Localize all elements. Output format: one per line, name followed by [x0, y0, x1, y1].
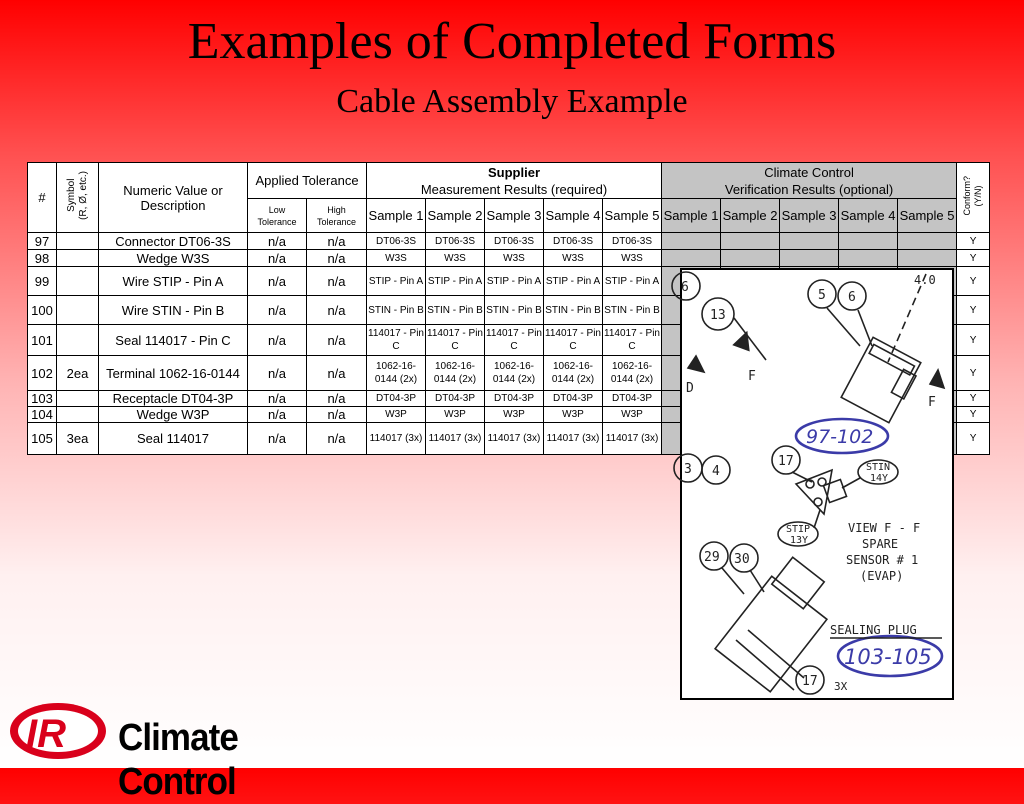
- row-high-tolerance-cell: n/a: [307, 391, 367, 407]
- row-conform-cell: Y: [957, 296, 990, 325]
- row-symbol-cell: 3ea: [57, 423, 99, 455]
- row-description-cell: Wire STIN - Pin B: [99, 296, 248, 325]
- row-supplier-sample-5-cell: W3S: [603, 250, 662, 267]
- row-supplier-sample-4-cell: W3S: [544, 250, 603, 267]
- row-description-cell: Receptacle DT04-3P: [99, 391, 248, 407]
- label-4-0: 4.0: [914, 273, 936, 287]
- row-supplier-sample-3-cell: 114017 (3x): [485, 423, 544, 455]
- label-balloon-29: 29: [704, 550, 720, 565]
- row-number-cell: 103: [28, 391, 57, 407]
- header-supplier: [367, 163, 662, 199]
- row-number-cell: 101: [28, 325, 57, 356]
- row-low-tolerance-cell: n/a: [248, 407, 307, 423]
- row-supplier-sample-4-cell: 114017 - Pin C: [544, 325, 603, 356]
- header-climate-sample-1: Sample 1: [662, 199, 721, 233]
- table-row: [28, 233, 990, 250]
- row-low-tolerance-cell: n/a: [248, 423, 307, 455]
- row-low-tolerance-cell: n/a: [248, 233, 307, 250]
- label-view: VIEW F - F: [848, 521, 921, 535]
- row-supplier-sample-1-cell: 114017 - Pin C: [367, 325, 426, 356]
- supplier-title: Supplier: [488, 164, 541, 180]
- row-description-cell: Terminal 1062-16-0144: [99, 356, 248, 391]
- row-description-cell: Wedge W3P: [99, 407, 248, 423]
- row-supplier-sample-4-cell: 1062-16-0144 (2x): [544, 356, 603, 391]
- label-balloon-4: 4: [712, 464, 720, 479]
- row-symbol-cell: [57, 296, 99, 325]
- row-supplier-sample-4-cell: 114017 (3x): [544, 423, 603, 455]
- label-balloon-30: 30: [734, 552, 750, 567]
- row-supplier-sample-5-cell: DT06-3S: [603, 233, 662, 250]
- row-description-cell: Wire STIP - Pin A: [99, 267, 248, 296]
- row-low-tolerance-cell: n/a: [248, 391, 307, 407]
- row-description-cell: Wedge W3S: [99, 250, 248, 267]
- label-f-left: F: [748, 369, 756, 384]
- row-conform-cell: Y: [957, 250, 990, 267]
- row-number-cell: 102: [28, 356, 57, 391]
- row-supplier-sample-1-cell: W3S: [367, 250, 426, 267]
- row-number-cell: 104: [28, 407, 57, 423]
- supplier-subtitle: Measurement Results (required): [420, 181, 608, 197]
- row-conform-cell: Y: [957, 267, 990, 296]
- row-supplier-sample-5-cell: 1062-16-0144 (2x): [603, 356, 662, 391]
- row-high-tolerance-cell: n/a: [307, 325, 367, 356]
- ir-logo-letters: IR: [26, 712, 66, 756]
- row-supplier-sample-4-cell: W3P: [544, 407, 603, 423]
- row-high-tolerance-cell: n/a: [307, 407, 367, 423]
- header-climate-control: [662, 163, 957, 199]
- cable-assembly-drawing: [680, 268, 954, 700]
- logo-text: Climate Control: [118, 717, 238, 803]
- row-low-tolerance-cell: n/a: [248, 267, 307, 296]
- row-climate-sample-4-cell: [839, 233, 898, 250]
- row-low-tolerance-cell: n/a: [248, 296, 307, 325]
- header-climate-sample-2: Sample 2: [721, 199, 780, 233]
- header-symbol: [57, 163, 99, 233]
- row-symbol-cell: [57, 267, 99, 296]
- label-sensor: SENSOR # 1: [846, 553, 919, 567]
- row-low-tolerance-cell: n/a: [248, 356, 307, 391]
- header-supplier-sample-5: Sample 5: [603, 199, 662, 233]
- label-spare: SPARE: [862, 537, 899, 551]
- header-conform: [957, 163, 990, 233]
- header-symbol-label: Symbol (R, Ø, etc.): [65, 171, 89, 220]
- label-d: D: [686, 381, 694, 396]
- row-climate-sample-1-cell: [662, 233, 721, 250]
- header-description: Numeric Value or Description: [99, 163, 248, 233]
- row-supplier-sample-2-cell: STIN - Pin B: [426, 296, 485, 325]
- row-supplier-sample-3-cell: DT06-3S: [485, 233, 544, 250]
- label-balloon-17-a: 17: [778, 454, 794, 469]
- row-supplier-sample-5-cell: 114017 - Pin C: [603, 325, 662, 356]
- label-range-97-102: 97-102: [806, 426, 874, 448]
- row-climate-sample-5-cell: [898, 250, 957, 267]
- label-range-103-105: 103-105: [844, 645, 932, 669]
- row-supplier-sample-3-cell: 114017 - Pin C: [485, 325, 544, 356]
- label-stin: STIN: [866, 462, 891, 473]
- row-description-cell: Seal 114017: [99, 423, 248, 455]
- ir-logo-mark: [6, 700, 116, 762]
- row-high-tolerance-cell: n/a: [307, 296, 367, 325]
- row-supplier-sample-4-cell: STIN - Pin B: [544, 296, 603, 325]
- header-climate-sample-5: Sample 5: [898, 199, 957, 233]
- row-supplier-sample-2-cell: 1062-16-0144 (2x): [426, 356, 485, 391]
- row-climate-sample-1-cell: [662, 250, 721, 267]
- label-evap: (EVAP): [860, 569, 904, 583]
- row-symbol-cell: [57, 250, 99, 267]
- row-supplier-sample-1-cell: 1062-16-0144 (2x): [367, 356, 426, 391]
- row-conform-cell: Y: [957, 356, 990, 391]
- label-stip: STIP: [786, 524, 811, 535]
- row-supplier-sample-3-cell: 1062-16-0144 (2x): [485, 356, 544, 391]
- row-description-cell: Connector DT06-3S: [99, 233, 248, 250]
- header-number: #: [28, 163, 57, 233]
- label-f-right: F: [928, 395, 936, 410]
- row-conform-cell: Y: [957, 407, 990, 423]
- row-supplier-sample-2-cell: 114017 (3x): [426, 423, 485, 455]
- climate-title: Climate Control: [764, 164, 854, 180]
- label-stip-number: 13Y: [790, 535, 809, 546]
- row-supplier-sample-5-cell: 114017 (3x): [603, 423, 662, 455]
- row-supplier-sample-1-cell: DT04-3P: [367, 391, 426, 407]
- header-high-tolerance: High Tolerance: [307, 199, 367, 233]
- row-supplier-sample-1-cell: 114017 (3x): [367, 423, 426, 455]
- row-number-cell: 98: [28, 250, 57, 267]
- label-balloon-17-b: 17: [802, 674, 818, 689]
- header-supplier-sample-4: Sample 4: [544, 199, 603, 233]
- drawing-svg: [682, 270, 952, 698]
- row-climate-sample-3-cell: [780, 233, 839, 250]
- row-supplier-sample-2-cell: DT06-3S: [426, 233, 485, 250]
- row-supplier-sample-2-cell: W3S: [426, 250, 485, 267]
- row-climate-sample-2-cell: [721, 250, 780, 267]
- row-supplier-sample-1-cell: W3P: [367, 407, 426, 423]
- row-supplier-sample-5-cell: STIN - Pin B: [603, 296, 662, 325]
- row-conform-cell: Y: [957, 325, 990, 356]
- row-symbol-cell: [57, 391, 99, 407]
- row-number-cell: 105: [28, 423, 57, 455]
- climate-subtitle: Verification Results (optional): [724, 181, 894, 197]
- row-low-tolerance-cell: n/a: [248, 325, 307, 356]
- row-supplier-sample-3-cell: STIP - Pin A: [485, 267, 544, 296]
- row-high-tolerance-cell: n/a: [307, 233, 367, 250]
- row-symbol-cell: [57, 233, 99, 250]
- row-symbol-cell: [57, 325, 99, 356]
- row-supplier-sample-3-cell: W3P: [485, 407, 544, 423]
- header-supplier-sample-1: Sample 1: [367, 199, 426, 233]
- row-conform-cell: Y: [957, 233, 990, 250]
- row-number-cell: 99: [28, 267, 57, 296]
- row-conform-cell: Y: [957, 423, 990, 455]
- label-3x: 3X: [834, 680, 848, 693]
- row-description-cell: Seal 114017 - Pin C: [99, 325, 248, 356]
- row-supplier-sample-5-cell: DT04-3P: [603, 391, 662, 407]
- row-high-tolerance-cell: n/a: [307, 250, 367, 267]
- row-high-tolerance-cell: n/a: [307, 356, 367, 391]
- row-high-tolerance-cell: n/a: [307, 267, 367, 296]
- row-low-tolerance-cell: n/a: [248, 250, 307, 267]
- row-supplier-sample-3-cell: W3S: [485, 250, 544, 267]
- header-applied-tolerance: Applied Tolerance: [248, 163, 367, 199]
- row-supplier-sample-1-cell: STIP - Pin A: [367, 267, 426, 296]
- row-supplier-sample-2-cell: W3P: [426, 407, 485, 423]
- row-climate-sample-5-cell: [898, 233, 957, 250]
- row-conform-cell: Y: [957, 391, 990, 407]
- row-supplier-sample-1-cell: STIN - Pin B: [367, 296, 426, 325]
- row-supplier-sample-2-cell: 114017 - Pin C: [426, 325, 485, 356]
- label-sealing-plug: SEALING PLUG: [830, 623, 917, 637]
- row-climate-sample-4-cell: [839, 250, 898, 267]
- row-supplier-sample-4-cell: DT04-3P: [544, 391, 603, 407]
- row-number-cell: 97: [28, 233, 57, 250]
- row-climate-sample-3-cell: [780, 250, 839, 267]
- row-supplier-sample-1-cell: DT06-3S: [367, 233, 426, 250]
- row-symbol-cell: [57, 407, 99, 423]
- header-climate-sample-3: Sample 3: [780, 199, 839, 233]
- label-balloon-6: 6: [848, 290, 856, 305]
- header-supplier-sample-2: Sample 2: [426, 199, 485, 233]
- row-supplier-sample-4-cell: STIP - Pin A: [544, 267, 603, 296]
- row-supplier-sample-2-cell: DT04-3P: [426, 391, 485, 407]
- label-stin-number: 14Y: [870, 473, 889, 484]
- row-supplier-sample-2-cell: STIP - Pin A: [426, 267, 485, 296]
- slide-title: Examples of Completed Forms: [187, 13, 837, 70]
- header-low-tolerance: Low Tolerance: [248, 199, 307, 233]
- row-supplier-sample-5-cell: W3P: [603, 407, 662, 423]
- row-supplier-sample-3-cell: DT04-3P: [485, 391, 544, 407]
- row-high-tolerance-cell: n/a: [307, 423, 367, 455]
- row-symbol-cell: 2ea: [57, 356, 99, 391]
- row-supplier-sample-5-cell: STIP - Pin A: [603, 267, 662, 296]
- header-climate-sample-4: Sample 4: [839, 199, 898, 233]
- slide-subtitle: Cable Assembly Example: [336, 83, 688, 120]
- label-balloon-13: 13: [710, 308, 726, 323]
- label-balloon-6-left: 6: [681, 280, 689, 295]
- row-supplier-sample-3-cell: STIN - Pin B: [485, 296, 544, 325]
- table-row: [28, 250, 990, 267]
- label-balloon-3: 3: [684, 462, 692, 477]
- connector-body: [841, 337, 921, 422]
- header-supplier-sample-3: Sample 3: [485, 199, 544, 233]
- row-climate-sample-2-cell: [721, 233, 780, 250]
- row-supplier-sample-4-cell: DT06-3S: [544, 233, 603, 250]
- label-balloon-5: 5: [818, 288, 826, 303]
- row-number-cell: 100: [28, 296, 57, 325]
- climate-control-logo: [6, 700, 366, 803]
- header-conform-label: Conform? (Y/N): [962, 175, 984, 216]
